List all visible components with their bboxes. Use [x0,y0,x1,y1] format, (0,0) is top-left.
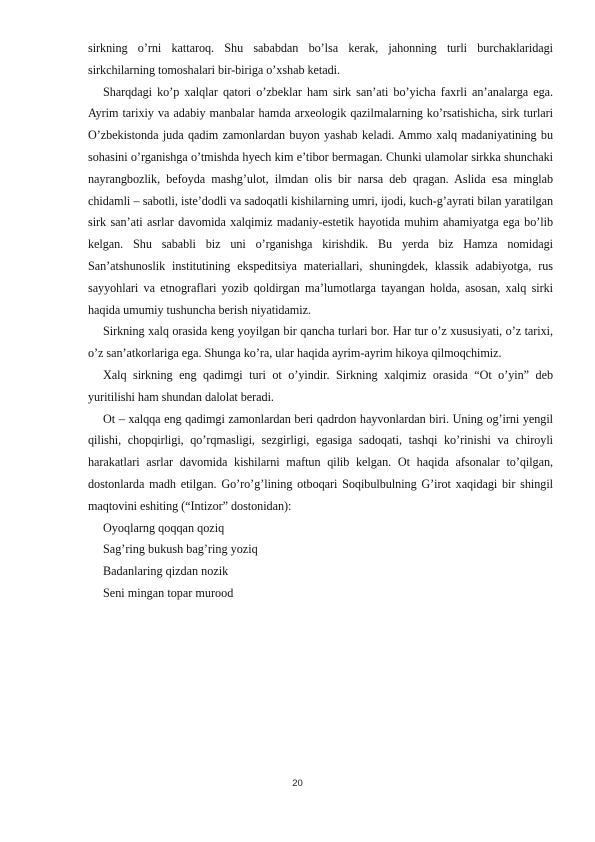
page-number: 20 [292,778,303,789]
document-body [88,38,553,605]
paragraph-1: sirkning o’rni kattaroq. Shu sababdan bo’lsa kerak, jahonning turli burchaklaridagi sirkchilarning tomoshalari bir-biriga o’xshab ketadi. [88,41,553,77]
paragraph-5: Ot – xalqqa eng qadimgi zamonlardan beri qadrdon hayvonlardan biri. Uning og’irni yengil qilishi, chopqirligi, qo’rqmasligi, sezgirligi, egasiga sadoqati, tashqi ko’rinishi va chiroyli harakatlari asrlar davomida kishilarni maftun qilib kelgan. Ot haqida afsonalar to’qilgan, dostonlarda madh etilgan. Go’ro’g’lining otboqari Soqibulbulning G’irot xaqidagi bir shingil maqtovini eshiting (“Intizor” dostonidan): [88,411,553,513]
verse-line-2: Sag’ring bukush bag’ring yoziq [103,542,258,557]
verse-line-1: Oyoqlarng qoqqan qoziq [103,520,225,535]
verse-line-3: Badanlaring qizdan nozik [103,564,229,579]
paragraph-4: Xalq sirkning eng qadimgi turi ot o’yindir. Sirkning xalqimiz orasida “Ot o’yin” deb yuritilishi ham shundan dalolat beradi. [88,367,553,404]
verse-line-4: Seni mingan topar murood [103,585,234,600]
paragraph-2: Sharqdagi ko’p xalqlar qatori o’zbeklar ham sirk san’ati bo’yicha faxrli an’analarga ega. Ayrim tarixiy va adabiy manbalar hamda arxeologik qazilmalarning ko’rsatishicha, sirk turlari O’zbekistonda juda qadim zamonlardan buyon yashab keladi. Ammo xalq madaniyatining bu sohasini o’rganishga o’tmishda hyech kim e’tibor bermagan. Chunki ulamolar sirkka shunchaki nayrangbozlik, befoyda mashg’ulot, ilmdan olis bir narsa deb qragan. Aslida esa minglab chidamli – sabotli, iste’dodli va sadoqatli kishilarning umri, ijodi, kuch-g’ayrati bilan yaratilgan sirk san’ati asrlar davomida xalqimiz madaniy-estetik hayotida muhim ahamiyatga ega bo’lib kelgan. Shu sababli biz uni o’rganishga kirishdik. Bu yerda biz Hamza nomidagi San’atshunoslik institutining ekspeditsiya materiallari, shuningdek, klassik adabiyotga, rus sayyohlari va etnograflari yozib qoldirgan ma’lumotlarga tayangan holda, asosan, xalq sirki haqida umumiy tushuncha berish niyatidamiz. [88,84,553,317]
paragraph-3: Sirkning xalq orasida keng yoyilgan bir qancha turlari bor. Har tur o’z xususiyati, o’z tarixi, o’z san’atkorlariga ega. Shunga ko’ra, ular haqida ayrim-ayrim hikoya qilmoqchimiz. [88,324,553,361]
verse-block [88,518,553,605]
